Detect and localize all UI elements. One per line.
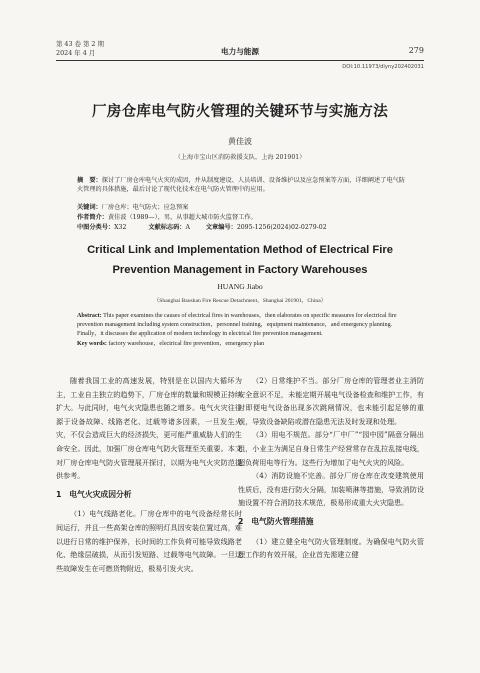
author-bio-cn	[77, 213, 407, 222]
doc-code-value: A	[185, 224, 190, 231]
section-2-heading: 2 电气防火管理措施	[238, 516, 314, 526]
keywords-cn-label: 关键词：	[77, 204, 102, 211]
header-rule	[56, 60, 424, 61]
classification-line	[77, 223, 407, 232]
abstract-cn	[77, 176, 407, 194]
keywords-cn-text: 厂房仓库；电气防火；应急预案	[101, 204, 189, 211]
body-column-left	[56, 374, 242, 575]
paper-title-en	[0, 240, 480, 280]
affiliation-en: （Shanghai Baoshan Fire Rescue Detachment，Shanghai 201901，China）	[153, 298, 327, 304]
paper-title-en-text: Critical Link and Implementation Method of Electrical Fire Prevention Management in Factory Warehouses	[87, 244, 393, 276]
body-column-right	[238, 374, 424, 562]
keywords-en-text: factory warehouse，electrical fire prevention，emergency plan	[108, 340, 265, 347]
section-2-paragraph-1: （1）建立健全电气防火管理制度。为确保电气防火管理工作的有效开展，企业首先需建立健	[238, 536, 424, 560]
abstract-en-text: This paper examines the causes of electrical fires in warehouses，then elaborates on specific measures for electrical fire prevention management including system construction，personnel training，equipment maintenance，and emergency planning. Finally，it discusses the application of modern technology in electrical fire prevention management.	[77, 313, 397, 338]
article-no-value: 2095-1256(2024)02-0279-02	[236, 224, 327, 231]
author-name-en: HUANG Jiabo	[217, 282, 263, 291]
abstract-cn-text: 探讨了厂房仓库电气火灾的成因，并从制度建设、人员培训、设备维护以及应急预案等方面，详细阐述了电气防火管理的具体措施，最后讨论了现代化技术在电气防火管理中的应用。	[77, 177, 405, 194]
abstract-en-label: Abstract:	[77, 313, 102, 319]
author-bio-label: 作者简介：	[77, 214, 108, 221]
doi: DOI:10.11973/dlyny202402031	[342, 64, 424, 70]
page-number: 279	[408, 46, 424, 55]
journal-name: 电力与能源	[221, 47, 259, 56]
affiliation-cn: （上海市宝山区消防救援支队，上海 201901）	[174, 154, 306, 161]
keywords-en-label: Key words:	[77, 340, 107, 347]
keywords-en-paragraph	[77, 340, 407, 349]
author-bio-text: 黄佳波（1989—），男，从事超大城市防火监督工作。	[107, 214, 257, 221]
clc-value: X32	[114, 224, 127, 231]
section-1-paragraph-1: （1）电气线路老化。厂房仓库中的电气设备经常长时间运行，并且一些高架仓库的照明灯具因安装位置过高，难以进行日常的维护保养，长时间的工作负荷可能导致线路老化、绝缘层破损，从而引发短路、过载等电气故障。一旦这些故障发生在可燃货物附近，极易引发火灾。	[56, 509, 242, 573]
abstract-en-paragraph	[77, 312, 407, 340]
keywords-cn	[77, 203, 407, 212]
abstract-en	[77, 312, 407, 349]
clc-label: 中图分类号：	[77, 224, 115, 231]
abstract-cn-label: 摘 要：	[77, 177, 102, 184]
author-name-cn: 黄佳波	[228, 137, 252, 146]
intro-paragraph: 随着我国工业的高速发展，特别是在以国内大循环为主，工业自主独立的趋势下，厂房仓库的数量和规模正持续扩大。与此同时，电气火灾隐患也随之增多。电气火灾往往源于设备故障、线路老化、过载等诸多因素，一旦发生火灾，不仅会造成巨大的经济损失，更可能严重威胁人们的生命安全。因此，加强厂房仓库电气防火管理至关重要。本文对厂房仓库电气防火管理展开探讨，以期为电气火灾防范提供参考。	[56, 376, 242, 481]
section-1-heading: 1 电气火灾成因分析	[56, 489, 132, 499]
paper-title-cn: 厂房仓库电气防火管理的关键环节与实施方法	[92, 103, 388, 120]
section-1-paragraph-4: （4）消防设施不完善。部分厂房仓库在改变建筑使用性质后，没有进行防火分隔，加装喷淋等措施，导致消防设施设置不符合消防技术规范，极易形成重大火灾隐患。	[238, 471, 424, 508]
doc-code-label: 文献标志码：	[148, 224, 186, 231]
volume-issue: 第 43 卷 第 2 期	[56, 40, 104, 48]
section-1-paragraph-2: （2）日常维护不当。部分厂房仓库的管理者业主消防安全意识不足，未能定期开展电气设备检查和维护工作，有时即便电气设备出现多次跳闸情况，也未能引起足够的重视，导致设备缺陷或潜在隐患无法及时发现和处理。	[238, 376, 424, 426]
issue-date: 2024 年 4 月	[56, 49, 96, 57]
article-no-label: 文章编号：	[205, 224, 237, 231]
section-1-paragraph-3: （3）用电不规范。部分“厂中厂”“园中园”隔意分隔出租，小业主为满足自身日常生产经营常存在乱拉乱接电线，超负荷用电等行为。这些行为增加了电气火灾的风险。	[238, 430, 424, 467]
